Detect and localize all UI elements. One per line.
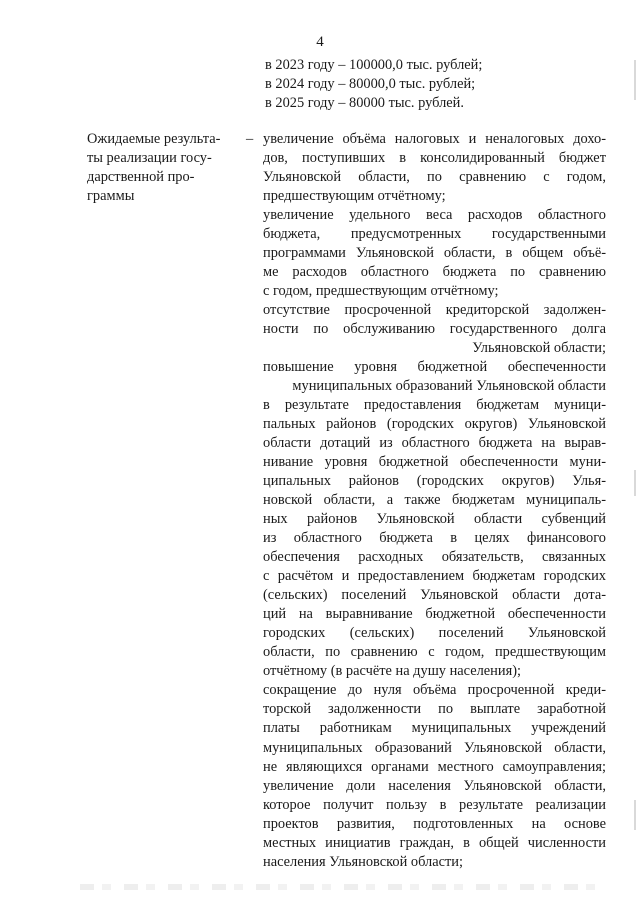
funding-by-year-block — [265, 56, 610, 113]
content-line: с расчётом и предоставлением бюджетам городских — [263, 568, 606, 585]
content-line: ных районов Ульяновской области субвенций — [263, 511, 606, 528]
scan-edge-mark — [634, 60, 636, 100]
content-line: местных инициатив граждан, в общей численности — [263, 834, 606, 851]
content-line: увеличение удельного веса расходов областного — [263, 207, 606, 224]
content-line: которое получит пользу в результате реализации — [263, 796, 606, 813]
page-number: 4 — [316, 34, 324, 50]
funding-line-2025: в 2025 году – 80000 тыс. рублей. — [265, 95, 464, 112]
scan-edge-mark — [634, 470, 636, 496]
content-line: повышение уровня бюджетной обеспеченности — [263, 359, 606, 376]
label-line: Ожидаемые результа- — [87, 131, 221, 147]
content-line: обеспечения расходных обязательств, связанных — [263, 549, 606, 566]
content-line: увеличение доли населения Ульяновской области, — [263, 777, 606, 794]
content-line: новской области, а также бюджетам муниципаль- — [263, 492, 606, 509]
scan-footer-noise — [80, 884, 600, 890]
content-line: населения Ульяновской области; — [263, 853, 464, 870]
label-dash: – — [246, 131, 254, 147]
content-line: ципальных районов (городских округов) Улья- — [263, 473, 606, 490]
expected-results-label — [87, 130, 247, 206]
content-line: предшествующим отчётному; — [263, 188, 446, 205]
scan-edge-mark — [634, 800, 636, 830]
content-line: нивание уровня бюджетной обеспеченности муни- — [263, 454, 606, 471]
content-line: дов, поступивших в консолидированный бюджет — [263, 150, 606, 167]
content-line: не являющихся органами местного самоуправления; — [263, 758, 606, 775]
content-line: проектов развития, подготовленных на основе — [263, 815, 606, 832]
label-line: граммы — [87, 188, 135, 204]
label-line: дарственной про- — [87, 169, 195, 185]
content-line: Ульяновской области, по сравнению с годом, — [263, 169, 606, 186]
label-line: ты реализации госу- — [87, 150, 212, 166]
content-line: в результате предоставления бюджетам муници- — [263, 397, 606, 414]
content-line: пальных районов (городских округов) Ульяновской — [263, 416, 606, 433]
content-line: муниципальных образований Ульяновской области, — [263, 739, 606, 756]
content-line: (сельских) поселений Ульяновской области дота- — [263, 587, 606, 604]
funding-line-2023: в 2023 году – 100000,0 тыс. рублей; — [265, 57, 483, 73]
content-line: с годом, предшествующим отчётному; — [263, 283, 499, 300]
content-line: области дотаций из областного бюджета на вырав- — [263, 435, 606, 452]
content-line: ме расходов областного бюджета по сравнению — [263, 264, 606, 281]
content-line: муниципальных образований Ульяновской области — [292, 378, 606, 395]
content-line: ций на выравнивание бюджетной обеспеченности — [263, 606, 606, 623]
content-line: платы работникам муниципальных учреждений — [263, 720, 606, 737]
content-line: ности по обслуживанию государственного долга — [263, 321, 606, 338]
content-line: увеличение объёма налоговых и неналоговых дохо- — [263, 131, 606, 147]
content-line: отчётному (в расчёте на душу населения); — [263, 663, 521, 680]
content-line: из областного бюджета в целях финансового — [263, 530, 606, 547]
content-line: отсутствие просроченной кредиторской задолжен- — [263, 302, 606, 319]
content-line: программами Ульяновской области, в общем объё- — [263, 245, 606, 262]
content-line: области, по сравнению с годом, предшествующим — [263, 644, 606, 661]
funding-line-2024: в 2024 году – 80000,0 тыс. рублей; — [265, 76, 476, 93]
expected-results-content — [263, 130, 606, 872]
content-line: городских (сельских) поселений Ульяновской — [263, 625, 606, 642]
content-line: сокращение до нуля объёма просроченной креди- — [263, 682, 606, 699]
content-line: Ульяновской области; — [472, 340, 606, 357]
content-line: бюджета, предусмотренных государственными — [263, 226, 606, 243]
content-line: торской задолженности по выплате заработной — [263, 701, 606, 718]
